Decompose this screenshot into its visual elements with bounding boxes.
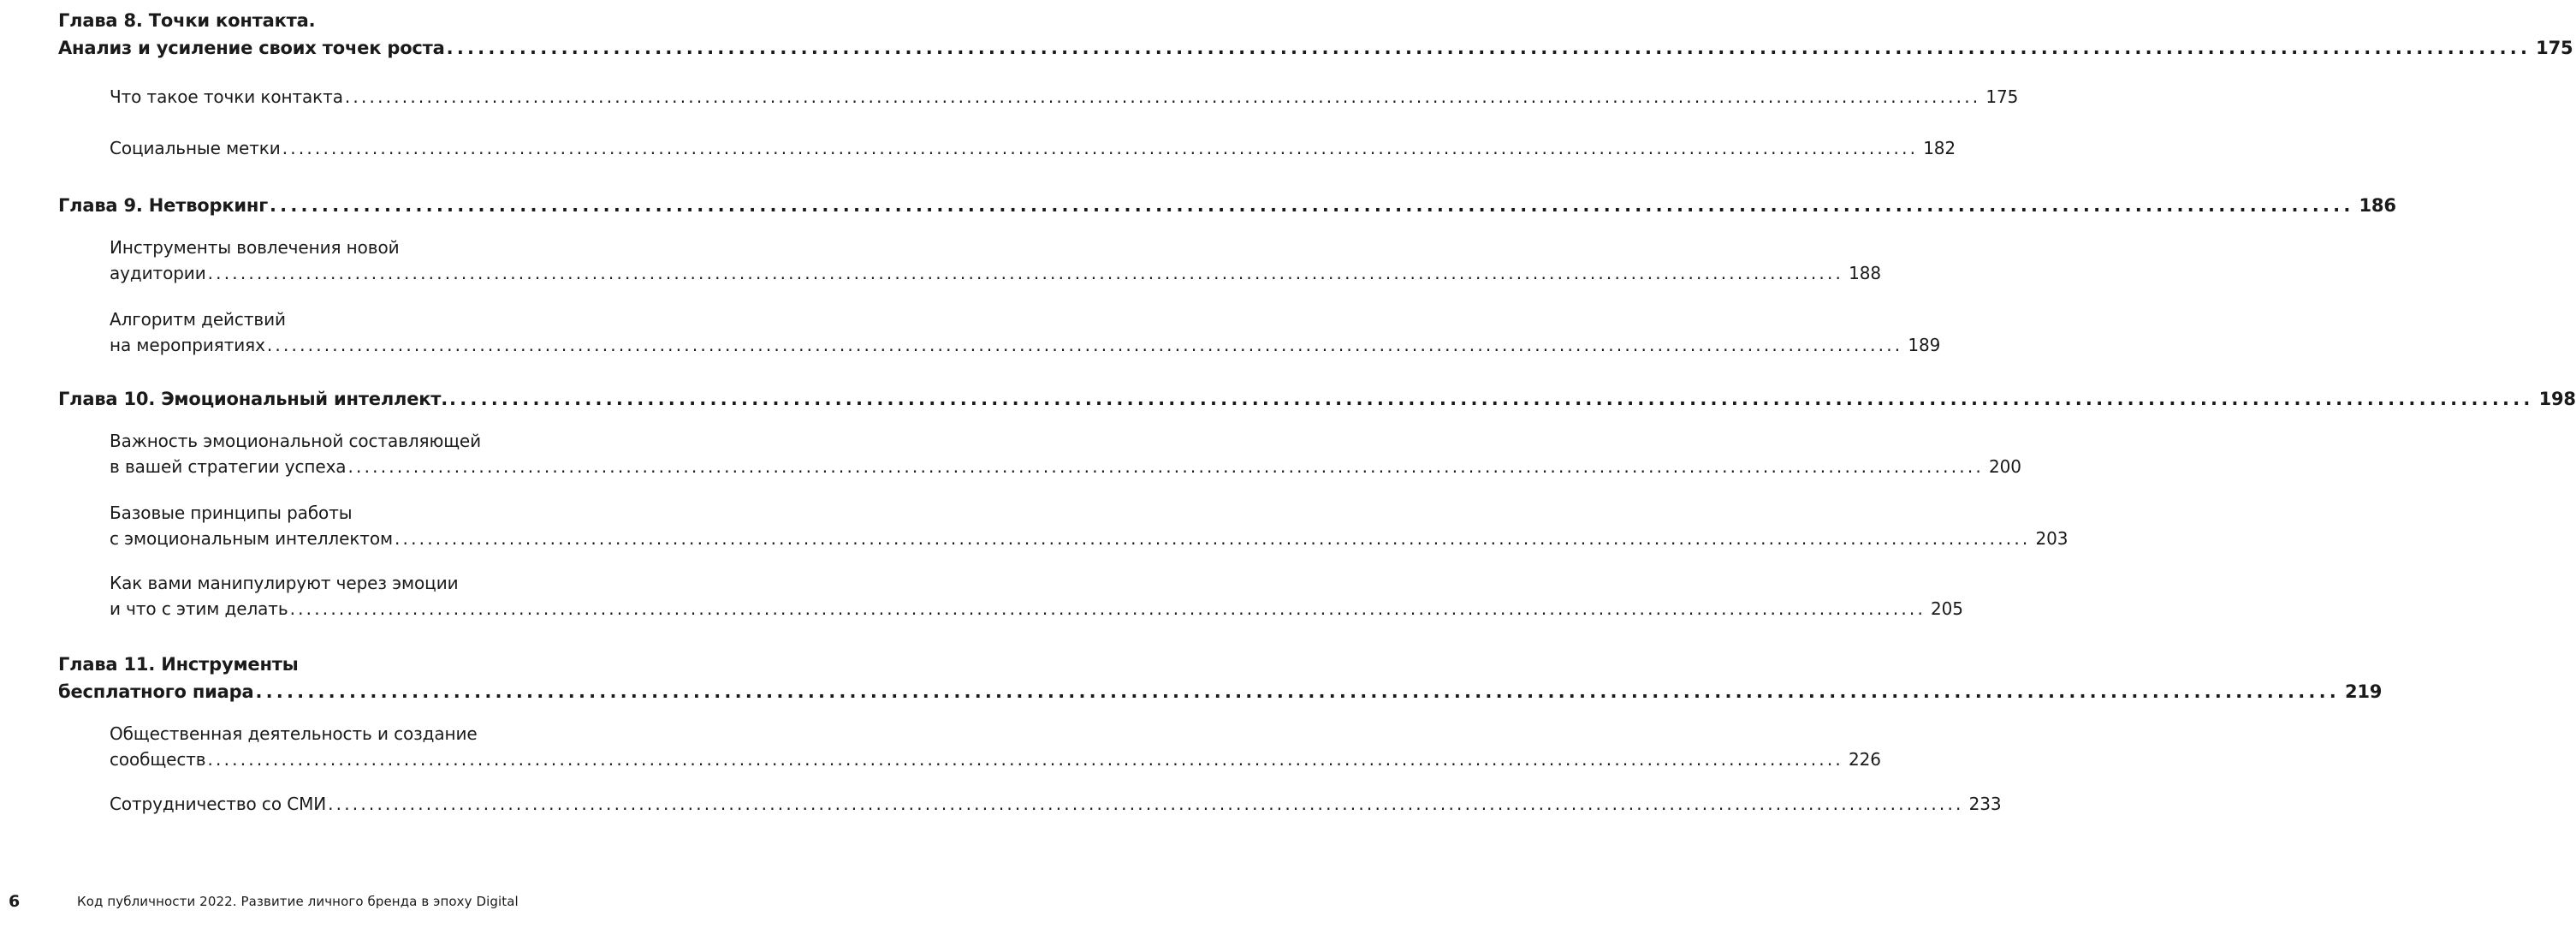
entry-title-line: Глава 11. Инструменты <box>58 654 299 675</box>
dot-leader: ........................................................................................................................................................................................................ <box>449 389 2534 409</box>
entry-page-number: 200 <box>1988 456 2021 477</box>
dot-leader: ........................................................................................................................................................................................................ <box>344 86 1981 107</box>
toc-section-entry <box>110 500 2069 551</box>
entry-leader-row <box>58 192 2396 219</box>
page-number: 6 <box>9 892 21 911</box>
entry-title-line: аудитории <box>110 263 206 283</box>
toc-chapter-entry <box>58 651 2383 705</box>
toc-section-entry <box>110 235 1881 286</box>
dot-leader: ........................................................................................................................................................................................................ <box>282 138 1919 158</box>
dot-leader: ........................................................................................................................................................................................................ <box>394 528 2031 549</box>
running-footer-title: Код публичности 2022. Развитие личного бренда в эпоху Digital <box>77 894 519 909</box>
entry-title-line: и что с этим делать <box>110 598 288 619</box>
entry-title-line: Социальные метки <box>110 138 281 158</box>
entry-title-line: Важность эмоциональной составляющей <box>110 431 482 451</box>
entry-page-number: 203 <box>2035 528 2069 549</box>
entry-title-line: Как вами манипулируют через эмоции <box>110 573 459 593</box>
entry-leader-row <box>58 678 2383 705</box>
entry-title-line: сообществ <box>110 749 206 770</box>
entry-leader-row <box>110 747 1881 772</box>
entry-title-line: Анализ и усиление своих точек роста <box>58 38 445 58</box>
entry-title-line: Глава 9. Нетворкинг <box>58 195 268 216</box>
entry-leader-row <box>110 791 2002 817</box>
toc-chapter-entry <box>58 385 2576 413</box>
entry-leader-row <box>110 84 2019 110</box>
entry-title-line: Алгоритм действий <box>110 309 286 330</box>
dot-leader: ........................................................................................................................................................................................................ <box>207 263 1844 283</box>
entry-title-line: бесплатного пиара <box>58 681 254 702</box>
entry-leader-row <box>110 135 1956 161</box>
entry-page-number: 175 <box>2536 38 2573 58</box>
dot-leader: ........................................................................................................................................................................................................ <box>328 794 1964 814</box>
entry-page-number: 205 <box>1931 598 1963 619</box>
entry-leader-row <box>110 596 1963 622</box>
entry-title-line: на мероприятиях <box>110 335 265 355</box>
entry-leader-row <box>58 385 2576 413</box>
toc-section-entry <box>110 84 2019 110</box>
entry-page-number: 186 <box>2359 195 2396 216</box>
entry-title-line: Инструменты вовлечения новой <box>110 237 400 258</box>
entry-title-line: Общественная деятельность и создание <box>110 723 478 744</box>
entry-page-number: 175 <box>1985 86 2019 107</box>
entry-title-line: с эмоциональным интеллектом <box>110 528 393 549</box>
entry-page-number: 182 <box>1923 138 1956 158</box>
entry-page-number: 226 <box>1848 749 1881 770</box>
dot-leader: ........................................................................................................................................................................................................ <box>255 681 2340 702</box>
toc-chapter-entry <box>58 192 2396 219</box>
entry-title-line: Базовые принципы работы <box>110 503 353 523</box>
dot-leader: ........................................................................................................................................................................................................ <box>347 456 1984 477</box>
entry-leader-row <box>110 454 2021 479</box>
dot-leader: ........................................................................................................................................................................................................ <box>207 749 1843 770</box>
entry-leader-row <box>110 332 1941 358</box>
entry-page-number: 233 <box>1968 794 2002 814</box>
dot-leader: ........................................................................................................................................................................................................ <box>289 598 1926 619</box>
dot-leader: ........................................................................................................................................................................................................ <box>446 38 2531 58</box>
toc-section-entry <box>110 428 2021 479</box>
entry-title-line: Глава 10. Эмоциональный интеллект. <box>58 389 448 409</box>
entry-title-line: Сотрудничество со СМИ <box>110 794 327 814</box>
dot-leader: ........................................................................................................................................................................................................ <box>266 335 1903 355</box>
entry-page-number: 188 <box>1849 263 1881 283</box>
entry-page-number: 189 <box>1908 335 1941 355</box>
entry-leader-row <box>110 260 1881 286</box>
entry-title-line: Что такое точки контакта <box>110 86 343 107</box>
toc-chapter-entry <box>58 7 2573 62</box>
entry-title-line: в вашей стратегии успеха <box>110 456 347 477</box>
entry-title-line: Глава 8. Точки контакта. <box>58 10 316 31</box>
entry-page-number: 219 <box>2344 681 2383 702</box>
entry-leader-row <box>58 34 2573 62</box>
dot-leader: ........................................................................................................................................................................................................ <box>270 195 2354 216</box>
entry-leader-row <box>110 526 2069 551</box>
toc-section-entry <box>110 791 2002 817</box>
toc-section-entry <box>110 306 1941 358</box>
toc-section-entry <box>110 570 1963 622</box>
toc-section-entry <box>110 135 1956 161</box>
toc-section-entry <box>110 721 1881 772</box>
entry-page-number: 198 <box>2538 389 2576 409</box>
